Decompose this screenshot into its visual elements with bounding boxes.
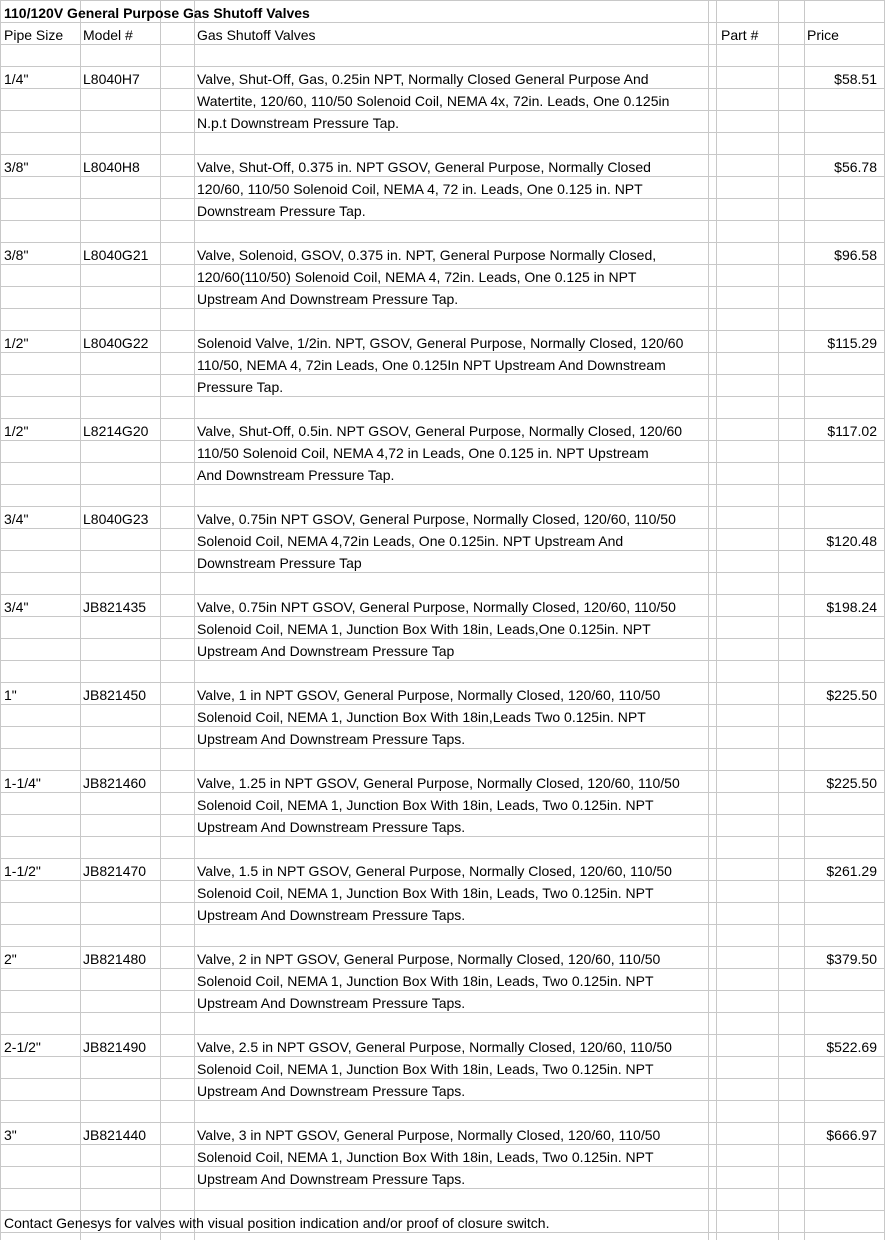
row-gridline bbox=[0, 0, 885, 1]
row-gridline bbox=[0, 418, 885, 419]
price-cell: $522.69 bbox=[826, 1039, 877, 1055]
description-line: Upstream And Downstream Pressure Taps. bbox=[197, 1171, 466, 1187]
model-cell: L8040G23 bbox=[83, 511, 149, 527]
description-line: Solenoid Coil, NEMA 1, Junction Box With 18in, Leads, Two 0.125in. NPT bbox=[197, 1061, 654, 1077]
description-line: Solenoid Coil, NEMA 1, Junction Box With 18in,Leads Two 0.125in. NPT bbox=[197, 709, 646, 725]
description-line: Pressure Tap. bbox=[197, 379, 284, 395]
row-gridline bbox=[0, 1210, 885, 1211]
column-gridline bbox=[778, 0, 779, 1240]
column-gridline bbox=[160, 0, 161, 1240]
column-gridline bbox=[194, 0, 195, 1240]
model-cell: L8040H8 bbox=[83, 159, 140, 175]
price-cell: $261.29 bbox=[826, 863, 877, 879]
description-line: Valve, 1 in NPT GSOV, General Purpose, Normally Closed, 120/60, 110/50 bbox=[197, 687, 661, 703]
model-cell: JB821435 bbox=[83, 599, 147, 615]
row-gridline bbox=[0, 506, 885, 507]
row-gridline bbox=[0, 858, 885, 859]
column-gridline bbox=[80, 0, 81, 1240]
pipe-size-cell: 3/8" bbox=[4, 247, 29, 263]
description-line: Valve, 1.5 in NPT GSOV, General Purpose, Normally Closed, 120/60, 110/50 bbox=[197, 863, 672, 879]
row-gridline bbox=[0, 682, 885, 683]
model-cell: L8040H7 bbox=[83, 71, 140, 87]
description-line: Upstream And Downstream Pressure Taps. bbox=[197, 907, 466, 923]
pipe-size-cell: 1/4" bbox=[4, 71, 29, 87]
description-line: Valve, 2 in NPT GSOV, General Purpose, Normally Closed, 120/60, 110/50 bbox=[197, 951, 661, 967]
pipe-size-cell: 3" bbox=[4, 1127, 17, 1143]
row-gridline bbox=[0, 396, 885, 397]
description-line: 110/50, NEMA 4, 72in Leads, One 0.125In NPT Upstream And Downstream bbox=[197, 357, 666, 373]
model-cell: JB821480 bbox=[83, 951, 147, 967]
column-gridline bbox=[716, 0, 717, 1240]
description-line: Valve, Solenoid, GSOV, 0.375 in. NPT, General Purpose Normally Closed, bbox=[197, 247, 657, 263]
row-gridline bbox=[0, 154, 885, 155]
description-line: Solenoid Coil, NEMA 1, Junction Box With 18in, Leads, Two 0.125in. NPT bbox=[197, 1149, 654, 1165]
header-description: Gas Shutoff Valves bbox=[197, 27, 316, 43]
pipe-size-cell: 2-1/2" bbox=[4, 1039, 41, 1055]
row-gridline bbox=[0, 220, 885, 221]
pipe-size-cell: 2" bbox=[4, 951, 17, 967]
row-gridline bbox=[0, 594, 885, 595]
row-gridline bbox=[0, 946, 885, 947]
price-cell: $117.02 bbox=[827, 423, 877, 439]
description-line: Valve, 2.5 in NPT GSOV, General Purpose, Normally Closed, 120/60, 110/50 bbox=[197, 1039, 672, 1055]
header-price: Price bbox=[807, 27, 839, 43]
price-cell: $198.24 bbox=[826, 599, 877, 615]
description-line: Valve, 3 in NPT GSOV, General Purpose, Normally Closed, 120/60, 110/50 bbox=[197, 1127, 661, 1143]
pipe-size-cell: 3/4" bbox=[4, 599, 29, 615]
pipe-size-cell: 1/2" bbox=[4, 423, 29, 439]
price-cell: $225.50 bbox=[826, 775, 877, 791]
description-line: Upstream And Downstream Pressure Tap. bbox=[197, 291, 459, 307]
price-cell: $225.50 bbox=[826, 687, 877, 703]
model-cell: JB821490 bbox=[83, 1039, 147, 1055]
column-gridline bbox=[708, 0, 709, 1240]
description-line: Upstream And Downstream Pressure Taps. bbox=[197, 731, 466, 747]
description-line: Valve, Shut-Off, 0.5in. NPT GSOV, General Purpose, Normally Closed, 120/60 bbox=[197, 423, 683, 439]
description-line: And Downstream Pressure Tap. bbox=[197, 467, 395, 483]
footer-note: Contact Genesys for valves with visual position indication and/or proof of closure switch. bbox=[4, 1215, 550, 1231]
pipe-size-cell: 3/4" bbox=[4, 511, 29, 527]
description-line: Solenoid Coil, NEMA 1, Junction Box With 18in, Leads, Two 0.125in. NPT bbox=[197, 885, 654, 901]
pipe-size-cell: 3/8" bbox=[4, 159, 29, 175]
model-cell: JB821470 bbox=[83, 863, 147, 879]
description-line: 120/60(110/50) Solenoid Coil, NEMA 4, 72in. Leads, One 0.125 in NPT bbox=[197, 269, 637, 285]
description-line: Downstream Pressure Tap bbox=[197, 555, 362, 571]
row-gridline bbox=[0, 484, 885, 485]
description-line: Solenoid Coil, NEMA 4,72in Leads, One 0.125in. NPT Upstream And bbox=[197, 533, 624, 549]
description-line: Valve, 0.75in NPT GSOV, General Purpose, Normally Closed, 120/60, 110/50 bbox=[197, 599, 676, 615]
description-line: 120/60, 110/50 Solenoid Coil, NEMA 4, 72 in. Leads, One 0.125 in. NPT bbox=[197, 181, 643, 197]
price-cell: $379.50 bbox=[826, 951, 877, 967]
row-gridline bbox=[0, 66, 885, 67]
description-line: Upstream And Downstream Pressure Taps. bbox=[197, 819, 466, 835]
price-cell: $58.51 bbox=[834, 71, 877, 87]
description-line: Valve, 1.25 in NPT GSOV, General Purpose, Normally Closed, 120/60, 110/50 bbox=[197, 775, 680, 791]
description-line: Upstream And Downstream Pressure Tap bbox=[197, 643, 455, 659]
row-gridline bbox=[0, 132, 885, 133]
model-cell: L8040G21 bbox=[83, 247, 149, 263]
row-gridline bbox=[0, 1034, 885, 1035]
row-gridline bbox=[0, 572, 885, 573]
price-cell: $56.78 bbox=[834, 159, 877, 175]
pipe-size-cell: 1/2" bbox=[4, 335, 29, 351]
description-line: Valve, Shut-Off, 0.375 in. NPT GSOV, General Purpose, Normally Closed bbox=[197, 159, 651, 175]
row-gridline bbox=[0, 242, 885, 243]
header-pipe-size: Pipe Size bbox=[4, 27, 64, 43]
description-line: Solenoid Valve, 1/2in. NPT, GSOV, General Purpose, Normally Closed, 120/60 bbox=[197, 335, 684, 351]
description-line: Solenoid Coil, NEMA 1, Junction Box With 18in, Leads,One 0.125in. NPT bbox=[197, 621, 651, 637]
column-gridline bbox=[0, 0, 1, 1240]
description-line: Watertite, 120/60, 110/50 Solenoid Coil, NEMA 4x, 72in. Leads, One 0.125in bbox=[197, 93, 670, 109]
row-gridline bbox=[0, 330, 885, 331]
header-model: Model # bbox=[83, 27, 133, 43]
pipe-size-cell: 1" bbox=[4, 687, 17, 703]
model-cell: JB821460 bbox=[83, 775, 147, 791]
row-gridline bbox=[0, 1122, 885, 1123]
description-line: Valve, 0.75in NPT GSOV, General Purpose, Normally Closed, 120/60, 110/50 bbox=[197, 511, 676, 527]
model-cell: L8214G20 bbox=[83, 423, 149, 439]
price-cell: $120.48 bbox=[826, 533, 877, 549]
model-cell: JB821450 bbox=[83, 687, 147, 703]
price-cell: $666.97 bbox=[826, 1127, 877, 1143]
description-line: Upstream And Downstream Pressure Taps. bbox=[197, 1083, 466, 1099]
description-line: 110/50 Solenoid Coil, NEMA 4,72 in Leads, One 0.125 in. NPT Upstream bbox=[197, 445, 649, 461]
description-line: N.p.t Downstream Pressure Tap. bbox=[197, 115, 400, 131]
price-cell: $96.58 bbox=[834, 247, 877, 263]
description-line: Downstream Pressure Tap. bbox=[197, 203, 366, 219]
row-gridline bbox=[0, 770, 885, 771]
model-cell: L8040G22 bbox=[83, 335, 149, 351]
sheet-title: 110/120V General Purpose Gas Shutoff Valves bbox=[4, 5, 310, 21]
pipe-size-cell: 1-1/2" bbox=[4, 863, 41, 879]
description-line: Upstream And Downstream Pressure Taps. bbox=[197, 995, 466, 1011]
description-line: Valve, Shut-Off, Gas, 0.25in NPT, Normally Closed General Purpose And bbox=[197, 71, 649, 87]
pipe-size-cell: 1-1/4" bbox=[4, 775, 41, 791]
description-line: Solenoid Coil, NEMA 1, Junction Box With 18in, Leads, Two 0.125in. NPT bbox=[197, 797, 654, 813]
price-cell: $115.29 bbox=[827, 335, 877, 351]
header-part: Part # bbox=[721, 27, 759, 43]
model-cell: JB821440 bbox=[83, 1127, 147, 1143]
description-line: Solenoid Coil, NEMA 1, Junction Box With 18in, Leads, Two 0.125in. NPT bbox=[197, 973, 654, 989]
